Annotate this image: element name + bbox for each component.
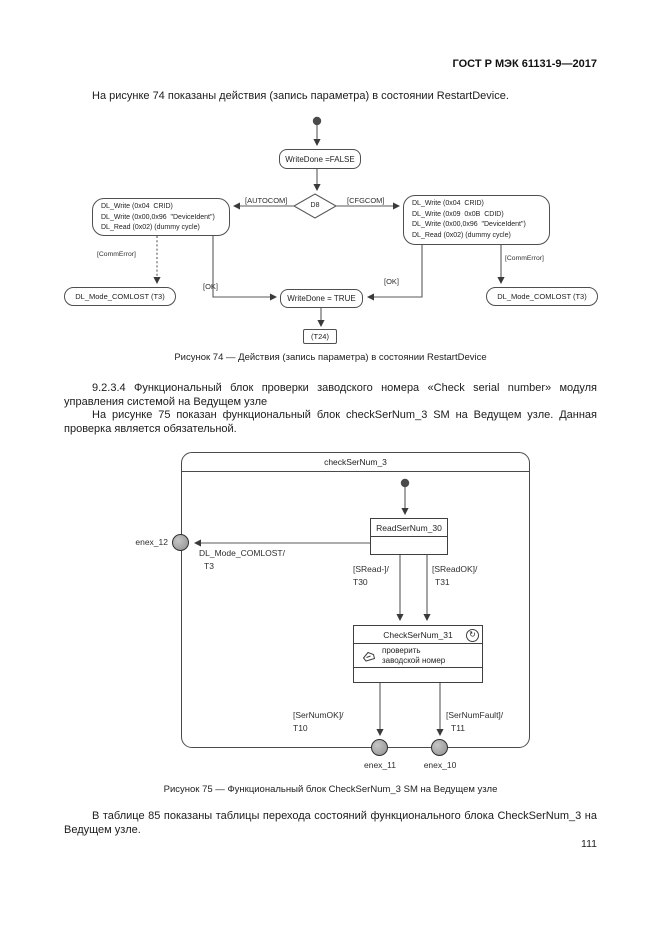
state-title bbox=[354, 626, 482, 644]
fig75-exit-point-enex11 bbox=[371, 739, 388, 756]
document-header: ГОСТ Р МЭК 61131-9—2017 bbox=[452, 58, 597, 70]
fig74-actions-autocom-box bbox=[92, 198, 230, 236]
fig74-guard-commerror-right: [CommError] bbox=[505, 255, 544, 262]
page-number: 111 bbox=[581, 838, 597, 850]
fig75-state-checksernum31 bbox=[353, 625, 483, 683]
fig75-exit-point-enex10 bbox=[431, 739, 448, 756]
fig75-transition-comlost-t3: T3 bbox=[204, 561, 214, 571]
fig75-transition-sernumok-t10: T10 bbox=[293, 723, 308, 733]
action-line: DL_Write (0x04 CRID) bbox=[412, 200, 484, 207]
paragraph-text: На рисунке 74 показаны действия (запись параметра) в состоянии RestartDevice. bbox=[92, 90, 509, 102]
action-line: DL_Write (0x04 CRID) bbox=[101, 203, 173, 210]
fig74-arrow-ok-left bbox=[213, 236, 276, 297]
fig74-actions-cfgcom-box bbox=[403, 195, 550, 245]
fig75-exit-point-enex12 bbox=[172, 534, 189, 551]
fig75-exit-label-enex10: enex_10 bbox=[423, 760, 457, 770]
activity-line: заводской номер bbox=[382, 655, 446, 665]
action-line: DL_Write (0x00,0x96 "DeviceIdent") bbox=[101, 213, 215, 221]
statemachine-title: checkSerNum_3 bbox=[324, 457, 387, 467]
fig74-decision-label: D8 bbox=[310, 202, 320, 209]
manual-action-hand-icon bbox=[361, 649, 377, 663]
state-activity-compartment bbox=[354, 644, 482, 668]
fig75-transition-comlost: DL_Mode_COMLOST/ bbox=[199, 548, 285, 558]
fig75-exit-label-enex12: enex_12 bbox=[135, 537, 168, 547]
fig75-statemachine-frame bbox=[181, 452, 530, 748]
fig75-state-readsernum30 bbox=[370, 518, 448, 555]
state-label: DL_Mode_COMLOST (T3) bbox=[497, 292, 587, 301]
fig75-caption: Рисунок 75 — Функциональный блок CheckSerNum_3 SM на Ведущем узле bbox=[163, 784, 498, 795]
fig74-caption: Рисунок 74 — Действия (запись параметра) в состоянии RestartDevice bbox=[174, 352, 487, 363]
submachine-icon: ↻ bbox=[466, 629, 479, 642]
action-line: DL_Read (0x02) (dummy cycle) bbox=[101, 224, 200, 231]
section-heading: 9.2.3.4 Функциональный блок проверки заводского номера «Check serial number» модуля управления системой на Ведущем узле bbox=[64, 382, 597, 408]
action-line: DL_Read (0x02) (dummy cycle) bbox=[412, 231, 511, 239]
paragraph-text: В таблице 85 показаны таблицы перехода состояний функционального блока CheckSerNum_3 на Ведущем узле. bbox=[64, 810, 597, 836]
state-label: CheckSerNum_31 bbox=[383, 629, 453, 640]
fig75-transition-sernumok: [SerNumOK]/ bbox=[293, 710, 344, 720]
fig74-guard-ok-right: [OK] bbox=[384, 277, 400, 286]
fig74-guard-commerror-left: [CommError] bbox=[97, 251, 136, 258]
state-label: WriteDone =FALSE bbox=[285, 154, 355, 164]
fig75-transition-sreadok: [SReadOK]/ bbox=[432, 564, 478, 574]
paragraph-text: На рисунке 75 показан функциональный блок checkSerNum_3 SM на Ведущем узле. Данная проверка является обязательной. bbox=[64, 409, 597, 435]
fig74-guard-autocom: [AUTOCOM] bbox=[245, 196, 288, 205]
fig75-exit-label-enex11: enex_11 bbox=[364, 760, 396, 770]
fig74-guard-ok-left: [OK] bbox=[203, 282, 219, 291]
fig75-transition-sreadfault-t30: T30 bbox=[353, 577, 368, 587]
fig75-transition-sernumfault: [SerNumFault]/ bbox=[446, 710, 504, 720]
fig75-frame-header bbox=[182, 453, 529, 472]
fig74-initial-state-dot bbox=[313, 117, 321, 125]
terminal-label: (T24) bbox=[311, 332, 329, 341]
action-line: DL_Write (0x00,0x96 "DeviceIdent") bbox=[412, 221, 526, 228]
activity-line: проверить bbox=[382, 646, 421, 655]
activity-text bbox=[382, 646, 445, 665]
state-label: WriteDone = TRUE bbox=[287, 294, 356, 303]
fig74-terminal-t24 bbox=[303, 329, 337, 344]
fig74-state-writedone-false bbox=[279, 149, 361, 169]
fig75-transition-sreadfault: [SRead-]/ bbox=[353, 564, 389, 574]
fig75-transition-sreadok-t31: T31 bbox=[435, 577, 450, 587]
fig75-transition-sernumfault-t11: T11 bbox=[451, 723, 466, 733]
state-title bbox=[371, 519, 447, 537]
fig74-arrow-ok-right bbox=[368, 245, 422, 297]
state-label: DL_Mode_COMLOST (T3) bbox=[75, 292, 165, 301]
fig74-state-writedone-true bbox=[280, 289, 363, 308]
fig74-state-comlost-right bbox=[486, 287, 598, 306]
state-label: ReadSerNum_30 bbox=[376, 522, 442, 533]
fig74-state-comlost-left bbox=[64, 287, 176, 306]
fig74-guard-cfgcom: [CFGCOM] bbox=[347, 196, 385, 205]
action-line: DL_Write (0x09 0x0B CDID) bbox=[412, 210, 504, 218]
